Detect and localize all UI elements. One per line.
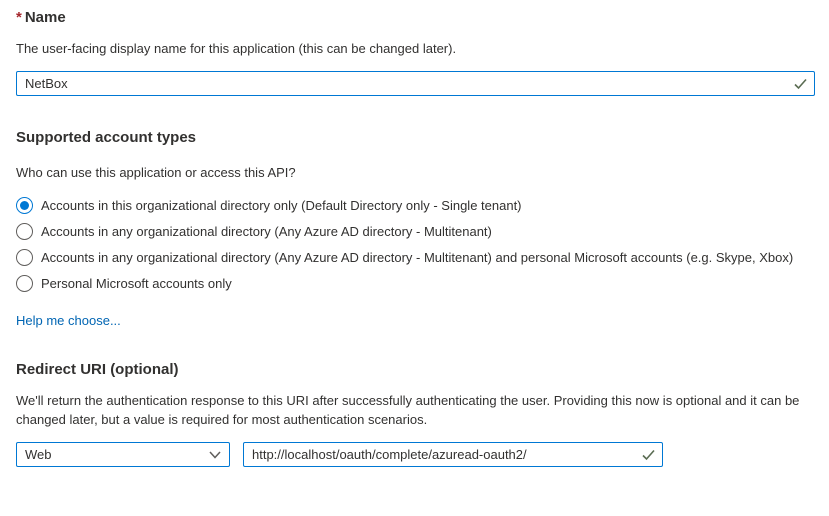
radio-button-icon [16, 197, 33, 214]
radio-option-label: Accounts in this organizational directory only (Default Directory only - Single tenant) [41, 197, 522, 213]
redirect-uri-section [16, 360, 815, 467]
account-types-question: Who can use this application or access this API? [16, 165, 296, 180]
radio-option-multitenant-personal[interactable] [16, 244, 815, 270]
radio-button-icon [16, 275, 33, 292]
supported-account-types-heading: Supported account types [16, 129, 197, 146]
valid-checkmark-icon [794, 78, 807, 89]
account-types-radio-group [16, 192, 815, 296]
radio-option-label: Accounts in any organizational directory (Any Azure AD directory - Multitenant) and personal Microsoft accounts (e.g. Skype, Xbox) [41, 249, 794, 265]
name-input-wrapper [16, 71, 815, 96]
platform-select-value: Web [25, 447, 52, 462]
redirect-uri-input-wrapper [243, 442, 663, 467]
name-input[interactable] [16, 71, 815, 96]
platform-select[interactable] [16, 442, 230, 467]
help-me-choose-link[interactable]: Help me choose... [16, 313, 121, 328]
radio-option-personal-only[interactable] [16, 270, 815, 296]
radio-option-multitenant[interactable] [16, 218, 815, 244]
redirect-uri-description: We'll return the authentication response to this URI after successfully authenticating the user. Providing this now is optional and it can be changed later, but a value is required for most authentication scenarios. [16, 393, 800, 427]
radio-option-label: Accounts in any organizational directory (Any Azure AD directory - Multitenant) [41, 223, 492, 239]
supported-account-types-section [16, 128, 815, 328]
radio-button-icon [16, 249, 33, 266]
redirect-uri-input[interactable] [243, 442, 663, 467]
radio-option-label: Personal Microsoft accounts only [41, 275, 232, 291]
required-asterisk: * [16, 9, 22, 26]
name-heading-label: Name [24, 9, 66, 26]
name-section [16, 8, 815, 96]
name-description: The user-facing display name for this application (this can be changed later). [16, 41, 457, 56]
redirect-uri-heading: Redirect URI (optional) [16, 361, 179, 378]
valid-checkmark-icon [642, 449, 655, 460]
chevron-down-icon [209, 451, 221, 459]
radio-button-icon [16, 223, 33, 240]
name-heading [16, 8, 815, 28]
radio-option-single-tenant[interactable] [16, 192, 815, 218]
redirect-uri-inputs-row [16, 442, 815, 467]
